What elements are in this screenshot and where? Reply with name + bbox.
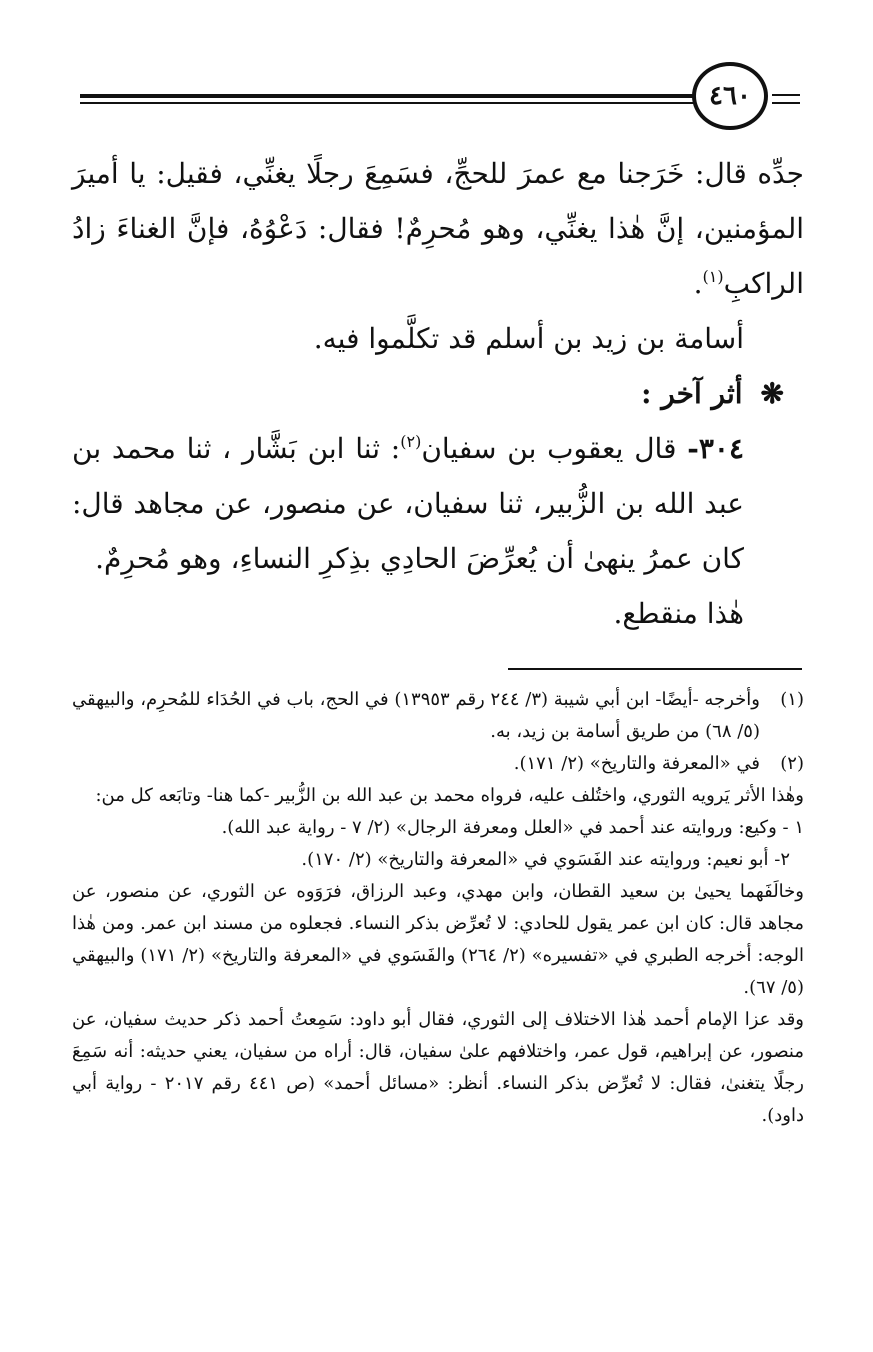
footnote-2-paragraph: وقد عزا الإمام أحمد هٰذا الاختلاف إلى الثوري، فقال أبو داود: سَمِعتُ أحمد ذكر حديث سفيان، عن منصور، عن إبراهيم، قول عمر، واختلافهم علىٰ سفيان، قال: أراه من سفيان، يعني حديثه: أنه سَمِعَ رجلًا يتغنىٰ، فقال: لا تُعرِّض بذكر النساء. أنظر: «مسائل أحمد» (ص ٤٤١ رقم ٢٠١٧ - رواية أبي داود).	[72, 1009, 804, 1126]
header-rule-right	[772, 94, 800, 96]
footnote-2-item-2: ٢- أبو نعيم: وروايته عند الفَسَوي في «المعرفة والتاريخ» (٢/ ١٧٠).	[301, 849, 790, 870]
page-number: ٤٦٠	[692, 62, 768, 130]
header-rule-thin	[80, 102, 698, 104]
paragraph-2: أسامة بن زيد بن أسلم قد تكلَّموا فيه.	[313, 322, 744, 355]
footnote-ref-2: (٢)	[400, 432, 422, 451]
footnote-1	[72, 684, 804, 748]
footnotes	[72, 684, 804, 1132]
footnote-label: (١)	[780, 689, 804, 710]
header-rule	[80, 94, 698, 98]
main-text	[72, 146, 804, 641]
footnote-text: وأخرجه -أيضًا- ابن أبي شيبة (٣/ ٢٤٤ رقم ١٣٩٥٣) في الحج، باب في الحُدَاء للمُحرِم، والبيهقي (٥/ ٦٨) من طريق أسامة بن زيد، به.	[72, 689, 760, 742]
header-rule-right-thin	[772, 102, 800, 104]
item-number: ٣٠٤-	[687, 432, 744, 465]
paragraph-1: جدِّه قال: خَرَجنا مع عمرَ للحجِّ، فسَمِعَ رجلًا يغنِّي، فقيل: يا أميرَ المؤمنين، إنَّ هٰذا يغنِّي، وهو مُحرِمٌ! فقال: دَعْوُهُ، فإنَّ الغناءَ زادُ الراكبِ$^{(١)}$.	[72, 157, 804, 300]
section-heading: ❋أثر آخر :	[641, 377, 784, 410]
footnote-2	[72, 748, 804, 780]
footnote-2-paragraph: وخالَفَهما يحيىٰ بن سعيد القطان، وابن مهدي، وعبد الرزاق، فرَوَوه عن الثوري، عن منصور، عن مجاهد قال: كان ابن عمر يقول للحادي: لا تُعرِّض بذكر النساء. فجعلوه من مسند ابن عمر. ومن هٰذا الوجه: أخرجه الطبري في «تفسيره» (٢/ ٢٦٤) والفَسَوي في «المعرفة والتاريخ» (٢/ ١٧١) والبيهقي (٥/ ٦٧).	[72, 881, 804, 998]
footnote-2-item-1: ١ - وكيع: وروايته عند أحمد في «العلل ومعرفة الرجال» (٢/ ٧ - رواية عبد الله).	[221, 817, 804, 838]
footnote-2-paragraph: وهٰذا الأثر يَرويه الثوري، واختُلف عليه، فرواه محمد بن عبد الله بن الزُّبير -كما هنا- وتابَعه كل من:	[95, 785, 804, 806]
footnote-ref-1: (١)	[702, 267, 724, 286]
footnote-separator	[508, 668, 802, 670]
paragraph-4: هٰذا منقطع.	[613, 597, 744, 630]
footnote-label: (٢)	[780, 753, 804, 774]
star-icon: ❋	[760, 377, 784, 410]
paragraph-3: ٣٠٤- قال يعقوب بن سفيان$^{(٢)}$: ثنا ابن بَشَّار ، ثنا محمد بن عبد الله بن الزُّبير، ثنا سفيان، عن منصور، عن مجاهد قال: كان عمرُ ينهىٰ أن يُعرِّضَ الحادِي بذِكرِ النساءِ، وهو مُحرِمٌ.	[72, 432, 744, 575]
footnote-text: في «المعرفة والتاريخ» (٢/ ١٧١).	[513, 753, 760, 774]
